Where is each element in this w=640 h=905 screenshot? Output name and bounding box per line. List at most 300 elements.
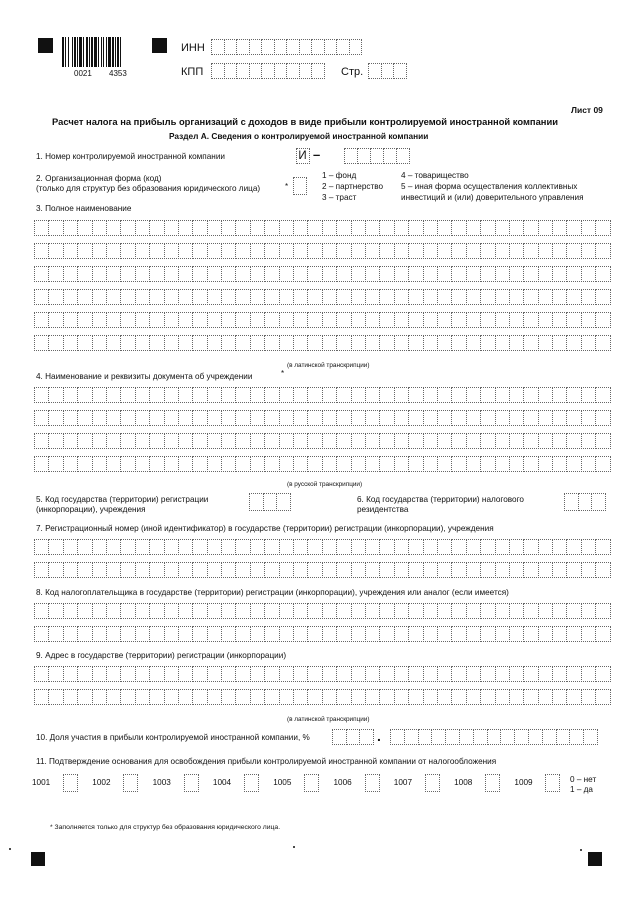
char-cell[interactable] <box>466 689 481 705</box>
char-cell[interactable] <box>178 603 193 619</box>
char-cell[interactable] <box>307 433 322 449</box>
char-cell[interactable] <box>552 312 567 328</box>
char-cell[interactable] <box>120 539 135 555</box>
char-cell[interactable] <box>451 220 466 236</box>
field11-code-checkbox[interactable] <box>244 774 258 792</box>
char-cell[interactable] <box>495 387 510 403</box>
char-cell[interactable] <box>581 220 596 236</box>
char-cell[interactable] <box>164 433 179 449</box>
char-cell[interactable] <box>264 335 279 351</box>
char-cell[interactable] <box>408 603 423 619</box>
char-cell[interactable] <box>34 626 49 642</box>
char-cell[interactable] <box>221 603 236 619</box>
char-cell[interactable] <box>184 774 199 792</box>
char-cell[interactable] <box>293 410 308 426</box>
char-cell[interactable] <box>394 456 409 472</box>
char-cell[interactable] <box>466 266 481 282</box>
char-cell[interactable] <box>120 603 135 619</box>
char-cell[interactable] <box>63 626 78 642</box>
char-cell[interactable] <box>135 689 150 705</box>
char-cell[interactable] <box>192 335 207 351</box>
char-cell[interactable] <box>164 243 179 259</box>
char-cell[interactable] <box>135 562 150 578</box>
char-cell[interactable] <box>293 387 308 403</box>
char-cell[interactable] <box>192 289 207 305</box>
char-cell[interactable] <box>437 456 452 472</box>
char-cell[interactable] <box>591 493 606 511</box>
field6-country-code[interactable] <box>564 493 605 511</box>
char-cell[interactable] <box>595 335 610 351</box>
char-cell[interactable] <box>351 539 366 555</box>
char-cell[interactable] <box>480 539 495 555</box>
char-cell[interactable] <box>192 562 207 578</box>
char-cell[interactable] <box>336 220 351 236</box>
char-cell[interactable] <box>351 666 366 682</box>
char-cell[interactable] <box>523 456 538 472</box>
char-cell[interactable] <box>77 539 92 555</box>
char-cell[interactable] <box>336 243 351 259</box>
char-cell[interactable] <box>466 243 481 259</box>
char-cell[interactable] <box>34 539 49 555</box>
char-cell[interactable] <box>192 456 207 472</box>
char-cell[interactable] <box>581 539 596 555</box>
char-cell[interactable] <box>466 335 481 351</box>
char-cell[interactable] <box>394 433 409 449</box>
char-cell[interactable] <box>261 63 275 79</box>
char-cell[interactable] <box>351 456 366 472</box>
char-cell[interactable] <box>495 266 510 282</box>
char-cell[interactable] <box>250 387 265 403</box>
field3-row[interactable] <box>34 266 610 282</box>
char-cell[interactable] <box>106 433 121 449</box>
char-cell[interactable] <box>523 243 538 259</box>
char-cell[interactable] <box>235 243 250 259</box>
char-cell[interactable] <box>552 626 567 642</box>
char-cell[interactable] <box>431 729 446 745</box>
char-cell[interactable] <box>451 410 466 426</box>
char-cell[interactable] <box>404 729 419 745</box>
field11-code-checkbox[interactable] <box>485 774 499 792</box>
char-cell[interactable] <box>509 433 524 449</box>
char-cell[interactable] <box>264 603 279 619</box>
field10-integer-part[interactable] <box>332 729 373 745</box>
char-cell[interactable] <box>365 626 380 642</box>
char-cell[interactable] <box>523 603 538 619</box>
char-cell[interactable] <box>509 312 524 328</box>
char-cell[interactable] <box>34 433 49 449</box>
char-cell[interactable] <box>552 456 567 472</box>
char-cell[interactable] <box>250 220 265 236</box>
char-cell[interactable] <box>408 456 423 472</box>
char-cell[interactable] <box>77 243 92 259</box>
char-cell[interactable] <box>48 289 63 305</box>
char-cell[interactable] <box>293 312 308 328</box>
char-cell[interactable] <box>595 243 610 259</box>
char-cell[interactable] <box>106 387 121 403</box>
char-cell[interactable] <box>77 289 92 305</box>
char-cell[interactable] <box>408 539 423 555</box>
char-cell[interactable] <box>77 387 92 403</box>
char-cell[interactable] <box>293 689 308 705</box>
char-cell[interactable] <box>523 410 538 426</box>
char-cell[interactable] <box>48 387 63 403</box>
char-cell[interactable] <box>379 666 394 682</box>
char-cell[interactable] <box>394 603 409 619</box>
char-cell[interactable] <box>393 63 407 79</box>
char-cell[interactable] <box>264 410 279 426</box>
char-cell[interactable] <box>566 666 581 682</box>
char-cell[interactable] <box>264 666 279 682</box>
char-cell[interactable] <box>423 243 438 259</box>
char-cell[interactable] <box>221 289 236 305</box>
char-cell[interactable] <box>480 243 495 259</box>
char-cell[interactable] <box>279 289 294 305</box>
char-cell[interactable] <box>250 266 265 282</box>
char-cell[interactable] <box>293 603 308 619</box>
char-cell[interactable] <box>437 539 452 555</box>
char-cell[interactable] <box>123 774 138 792</box>
char-cell[interactable] <box>149 626 164 642</box>
char-cell[interactable] <box>566 539 581 555</box>
char-cell[interactable] <box>164 289 179 305</box>
char-cell[interactable] <box>279 387 294 403</box>
char-cell[interactable] <box>120 387 135 403</box>
char-cell[interactable] <box>207 433 222 449</box>
char-cell[interactable] <box>207 689 222 705</box>
char-cell[interactable] <box>495 312 510 328</box>
char-cell[interactable] <box>351 220 366 236</box>
char-cell[interactable] <box>423 603 438 619</box>
char-cell[interactable] <box>379 243 394 259</box>
char-cell[interactable] <box>336 266 351 282</box>
char-cell[interactable] <box>250 603 265 619</box>
char-cell[interactable] <box>48 335 63 351</box>
char-cell[interactable] <box>552 289 567 305</box>
char-cell[interactable] <box>595 666 610 682</box>
char-cell[interactable] <box>207 266 222 282</box>
char-cell[interactable] <box>459 729 474 745</box>
char-cell[interactable] <box>480 335 495 351</box>
char-cell[interactable] <box>566 603 581 619</box>
char-cell[interactable] <box>495 689 510 705</box>
char-cell[interactable] <box>149 289 164 305</box>
char-cell[interactable] <box>307 603 322 619</box>
char-cell[interactable] <box>451 562 466 578</box>
char-cell[interactable] <box>307 539 322 555</box>
char-cell[interactable] <box>495 289 510 305</box>
char-cell[interactable] <box>336 626 351 642</box>
char-cell[interactable] <box>538 243 553 259</box>
char-cell[interactable] <box>235 603 250 619</box>
char-cell[interactable] <box>304 774 319 792</box>
char-cell[interactable] <box>307 666 322 682</box>
char-cell[interactable] <box>106 626 121 642</box>
char-cell[interactable] <box>235 689 250 705</box>
char-cell[interactable] <box>106 220 121 236</box>
char-cell[interactable] <box>351 603 366 619</box>
char-cell[interactable] <box>149 666 164 682</box>
field8-row[interactable] <box>34 626 610 642</box>
char-cell[interactable] <box>235 289 250 305</box>
char-cell[interactable] <box>365 562 380 578</box>
char-cell[interactable] <box>63 539 78 555</box>
char-cell[interactable] <box>566 387 581 403</box>
char-cell[interactable] <box>595 603 610 619</box>
char-cell[interactable] <box>261 39 275 55</box>
char-cell[interactable] <box>135 433 150 449</box>
char-cell[interactable] <box>408 387 423 403</box>
char-cell[interactable] <box>293 243 308 259</box>
char-cell[interactable] <box>149 387 164 403</box>
char-cell[interactable] <box>495 220 510 236</box>
char-cell[interactable] <box>595 626 610 642</box>
char-cell[interactable] <box>135 603 150 619</box>
char-cell[interactable] <box>336 335 351 351</box>
char-cell[interactable] <box>63 243 78 259</box>
char-cell[interactable] <box>322 289 337 305</box>
char-cell[interactable] <box>92 689 107 705</box>
char-cell[interactable] <box>207 626 222 642</box>
char-cell[interactable] <box>63 456 78 472</box>
char-cell[interactable] <box>135 243 150 259</box>
char-cell[interactable] <box>379 387 394 403</box>
field4-row[interactable] <box>34 433 610 449</box>
char-cell[interactable] <box>48 562 63 578</box>
char-cell[interactable] <box>365 220 380 236</box>
char-cell[interactable] <box>92 433 107 449</box>
char-cell[interactable] <box>451 335 466 351</box>
char-cell[interactable] <box>250 433 265 449</box>
char-cell[interactable] <box>336 539 351 555</box>
char-cell[interactable] <box>523 266 538 282</box>
char-cell[interactable] <box>451 603 466 619</box>
char-cell[interactable] <box>379 689 394 705</box>
char-cell[interactable] <box>523 666 538 682</box>
char-cell[interactable] <box>437 220 452 236</box>
char-cell[interactable] <box>178 562 193 578</box>
char-cell[interactable] <box>566 433 581 449</box>
char-cell[interactable] <box>250 243 265 259</box>
char-cell[interactable] <box>92 456 107 472</box>
char-cell[interactable] <box>34 289 49 305</box>
char-cell[interactable] <box>423 689 438 705</box>
char-cell[interactable] <box>451 539 466 555</box>
char-cell[interactable] <box>250 666 265 682</box>
char-cell[interactable] <box>394 312 409 328</box>
char-cell[interactable] <box>192 243 207 259</box>
char-cell[interactable] <box>365 243 380 259</box>
char-cell[interactable] <box>264 243 279 259</box>
char-cell[interactable] <box>63 689 78 705</box>
char-cell[interactable] <box>480 266 495 282</box>
char-cell[interactable] <box>437 266 452 282</box>
char-cell[interactable] <box>509 456 524 472</box>
char-cell[interactable] <box>221 562 236 578</box>
char-cell[interactable] <box>63 387 78 403</box>
char-cell[interactable] <box>250 626 265 642</box>
char-cell[interactable] <box>264 689 279 705</box>
char-cell[interactable] <box>221 433 236 449</box>
char-cell[interactable] <box>365 689 380 705</box>
char-cell[interactable] <box>495 410 510 426</box>
char-cell[interactable] <box>164 312 179 328</box>
char-cell[interactable] <box>322 335 337 351</box>
char-cell[interactable] <box>322 220 337 236</box>
char-cell[interactable] <box>77 689 92 705</box>
char-cell[interactable] <box>48 603 63 619</box>
char-cell[interactable] <box>221 689 236 705</box>
char-cell[interactable] <box>63 312 78 328</box>
char-cell[interactable] <box>293 626 308 642</box>
char-cell[interactable] <box>63 774 78 792</box>
char-cell[interactable] <box>178 312 193 328</box>
char-cell[interactable] <box>423 312 438 328</box>
char-cell[interactable] <box>192 666 207 682</box>
char-cell[interactable] <box>370 148 384 164</box>
char-cell[interactable] <box>106 539 121 555</box>
char-cell[interactable] <box>235 266 250 282</box>
char-cell[interactable] <box>221 266 236 282</box>
char-cell[interactable] <box>63 562 78 578</box>
char-cell[interactable] <box>423 410 438 426</box>
char-cell[interactable] <box>351 689 366 705</box>
char-cell[interactable] <box>92 387 107 403</box>
char-cell[interactable] <box>394 689 409 705</box>
char-cell[interactable] <box>552 387 567 403</box>
char-cell[interactable] <box>552 266 567 282</box>
char-cell[interactable] <box>509 243 524 259</box>
char-cell[interactable] <box>293 177 307 195</box>
char-cell[interactable] <box>581 562 596 578</box>
char-cell[interactable] <box>437 243 452 259</box>
char-cell[interactable] <box>274 63 288 79</box>
char-cell[interactable] <box>552 689 567 705</box>
char-cell[interactable] <box>480 387 495 403</box>
field11-code-checkbox[interactable] <box>365 774 379 792</box>
char-cell[interactable] <box>149 410 164 426</box>
char-cell[interactable] <box>307 335 322 351</box>
char-cell[interactable] <box>322 562 337 578</box>
char-cell[interactable] <box>538 433 553 449</box>
char-cell[interactable] <box>473 729 488 745</box>
char-cell[interactable] <box>249 493 264 511</box>
char-cell[interactable] <box>34 335 49 351</box>
char-cell[interactable] <box>264 266 279 282</box>
char-cell[interactable] <box>249 63 263 79</box>
field2-code-field[interactable] <box>293 177 306 195</box>
char-cell[interactable] <box>192 689 207 705</box>
char-cell[interactable] <box>423 456 438 472</box>
char-cell[interactable] <box>279 433 294 449</box>
char-cell[interactable] <box>135 456 150 472</box>
char-cell[interactable] <box>595 539 610 555</box>
char-cell[interactable] <box>120 433 135 449</box>
char-cell[interactable] <box>322 410 337 426</box>
char-cell[interactable] <box>408 335 423 351</box>
char-cell[interactable] <box>293 433 308 449</box>
field11-code-checkbox[interactable] <box>425 774 439 792</box>
char-cell[interactable] <box>135 335 150 351</box>
char-cell[interactable] <box>279 456 294 472</box>
char-cell[interactable] <box>192 387 207 403</box>
char-cell[interactable] <box>495 626 510 642</box>
char-cell[interactable] <box>311 63 325 79</box>
char-cell[interactable] <box>566 626 581 642</box>
char-cell[interactable] <box>451 243 466 259</box>
char-cell[interactable] <box>595 387 610 403</box>
char-cell[interactable] <box>569 729 584 745</box>
field3-row[interactable] <box>34 335 610 351</box>
char-cell[interactable] <box>293 266 308 282</box>
char-cell[interactable] <box>566 562 581 578</box>
char-cell[interactable] <box>235 433 250 449</box>
char-cell[interactable] <box>178 456 193 472</box>
char-cell[interactable] <box>77 220 92 236</box>
char-cell[interactable] <box>566 410 581 426</box>
char-cell[interactable] <box>77 603 92 619</box>
char-cell[interactable] <box>235 666 250 682</box>
char-cell[interactable] <box>207 312 222 328</box>
char-cell[interactable] <box>92 539 107 555</box>
char-cell[interactable] <box>523 312 538 328</box>
char-cell[interactable] <box>149 603 164 619</box>
char-cell[interactable] <box>394 666 409 682</box>
char-cell[interactable] <box>286 63 300 79</box>
char-cell[interactable] <box>164 539 179 555</box>
char-cell[interactable] <box>178 433 193 449</box>
char-cell[interactable] <box>164 666 179 682</box>
char-cell[interactable] <box>276 493 291 511</box>
char-cell[interactable] <box>408 266 423 282</box>
char-cell[interactable] <box>466 220 481 236</box>
char-cell[interactable] <box>351 626 366 642</box>
char-cell[interactable] <box>538 666 553 682</box>
char-cell[interactable] <box>106 335 121 351</box>
char-cell[interactable] <box>365 539 380 555</box>
char-cell[interactable] <box>63 266 78 282</box>
char-cell[interactable] <box>307 456 322 472</box>
char-cell[interactable] <box>235 562 250 578</box>
char-cell[interactable] <box>235 626 250 642</box>
char-cell[interactable] <box>221 626 236 642</box>
char-cell[interactable] <box>480 456 495 472</box>
char-cell[interactable] <box>135 539 150 555</box>
char-cell[interactable] <box>408 410 423 426</box>
char-cell[interactable] <box>48 689 63 705</box>
char-cell[interactable] <box>279 243 294 259</box>
char-cell[interactable] <box>480 603 495 619</box>
char-cell[interactable] <box>437 387 452 403</box>
char-cell[interactable] <box>523 626 538 642</box>
char-cell[interactable] <box>437 312 452 328</box>
char-cell[interactable] <box>365 666 380 682</box>
char-cell[interactable] <box>307 410 322 426</box>
char-cell[interactable] <box>351 387 366 403</box>
char-cell[interactable] <box>379 335 394 351</box>
char-cell[interactable] <box>279 410 294 426</box>
char-cell[interactable] <box>192 266 207 282</box>
field11-code-checkbox[interactable] <box>63 774 77 792</box>
char-cell[interactable] <box>509 539 524 555</box>
char-cell[interactable] <box>207 562 222 578</box>
char-cell[interactable] <box>48 666 63 682</box>
char-cell[interactable] <box>34 562 49 578</box>
char-cell[interactable] <box>149 433 164 449</box>
char-cell[interactable] <box>264 626 279 642</box>
char-cell[interactable] <box>408 562 423 578</box>
field8-row[interactable] <box>34 603 610 619</box>
char-cell[interactable] <box>279 689 294 705</box>
